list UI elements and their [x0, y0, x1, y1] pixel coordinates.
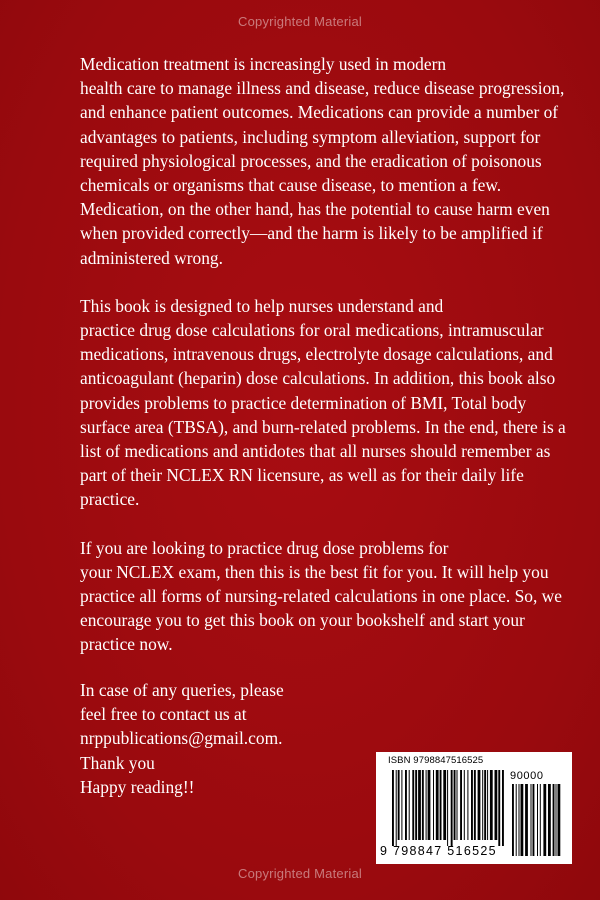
- paragraph-intro: [80, 52, 580, 270]
- barcode-main-bars: [392, 770, 504, 846]
- barcode-bar: [460, 770, 462, 840]
- barcode-bar: [467, 770, 468, 840]
- text-line: chemicals or organisms that cause disease, to mention a few.: [80, 175, 502, 196]
- barcode-bar: [418, 770, 421, 840]
- barcode-bar: [447, 770, 448, 846]
- contact-line: In case of any queries, please: [80, 680, 284, 700]
- isbn-label: ISBN 9798847516525: [388, 755, 484, 766]
- barcode-bar: [428, 770, 431, 840]
- barcode-bar: [471, 770, 473, 840]
- barcode-bar: [422, 770, 424, 840]
- description-text: [80, 52, 580, 681]
- barcode-bar: [454, 770, 456, 840]
- contact-line: feel free to contact us at: [80, 704, 247, 725]
- barcode-addon-bars: [512, 784, 560, 856]
- text-line: practice.: [80, 489, 140, 510]
- barcode-bar: [443, 770, 446, 840]
- barcode-bar: [495, 770, 498, 840]
- paragraph-call-to-action: [80, 536, 580, 657]
- barcode-bar: [398, 770, 400, 840]
- text-line: practice now.: [80, 634, 173, 655]
- barcode-bar: [548, 784, 551, 856]
- text-line: your NCLEX exam, then this is the best fit for you. It will help you: [80, 561, 549, 582]
- text-line: provides problems to practice determination of BMI, Total body: [80, 392, 527, 413]
- barcode-bar: [440, 770, 442, 840]
- barcode-bar: [543, 784, 546, 856]
- barcode-bar: [490, 770, 493, 840]
- barcode-bar: [556, 784, 557, 856]
- barcode-bar: [436, 770, 439, 840]
- barcode-bar: [487, 770, 488, 840]
- barcode-bar: [474, 770, 476, 840]
- text-line: required physiological processes, and the eradication of poisonous: [80, 150, 542, 171]
- contact-line: Thank you: [80, 752, 155, 773]
- contact-line: Happy reading!!: [80, 776, 195, 797]
- barcode-bar: [502, 770, 504, 846]
- barcode-bar: [533, 784, 535, 856]
- barcode-bar: [531, 784, 532, 856]
- barcode-bar: [482, 770, 483, 840]
- barcode-bar: [525, 784, 528, 856]
- text-line: health care to manage illness and disease, reduce disease progression,: [80, 78, 565, 99]
- barcode-bar: [498, 770, 500, 846]
- barcode-bar: [392, 770, 394, 846]
- paragraph-book-purpose: [80, 294, 580, 512]
- barcode-bar: [484, 770, 486, 840]
- watermark-bottom: Copyrighted Material: [238, 866, 362, 881]
- text-line: practice all forms of nursing-related calculations in one place. So, we: [80, 586, 562, 607]
- price-code: 90000: [510, 770, 544, 782]
- barcode-bar: [426, 770, 427, 840]
- watermark-top: Copyrighted Material: [238, 14, 362, 29]
- barcode-bar: [433, 770, 434, 840]
- text-line: anticoagulant (heparin) dose calculations. In addition, this book also: [80, 368, 556, 389]
- barcode-bar: [512, 784, 514, 856]
- contact-email: nrppublications@gmail.com.: [80, 728, 283, 749]
- barcode-bar: [409, 770, 410, 840]
- barcode-bar: [478, 770, 481, 840]
- text-line: and enhance patient outcomes. Medications can provide a number of: [80, 102, 559, 123]
- barcode-bar: [451, 770, 453, 846]
- text-line: Medication treatment is increasingly used in modern: [80, 54, 447, 74]
- barcode-bar: [521, 784, 524, 856]
- barcode-bar: [516, 784, 517, 856]
- text-line: This book is designed to help nurses understand and: [80, 295, 444, 316]
- barcode-bar: [401, 770, 402, 840]
- barcode-bar: [412, 770, 414, 840]
- text-line: encourage you to get this book on your bookshelf and start your: [80, 610, 525, 631]
- barcode-bar: [464, 770, 465, 840]
- text-line: advantages to patients, including symptom alleviation, support for: [80, 126, 541, 147]
- text-line: administered wrong.: [80, 247, 223, 268]
- contact-block: [80, 678, 284, 799]
- barcode-bar: [519, 784, 520, 856]
- barcode-bar: [405, 770, 407, 840]
- text-line: list of medications and antidotes that all nurses should remember as: [80, 441, 551, 462]
- barcode-bar: [457, 770, 458, 840]
- isbn-digits: 9 798847 516525: [380, 844, 497, 858]
- barcode-bar: [540, 784, 541, 856]
- barcode-bar: [396, 770, 397, 846]
- text-line: Medication, on the other hand, has the potential to cause harm even: [80, 199, 550, 220]
- text-line: part of their NCLEX RN licensure, as well as for their daily life: [80, 465, 524, 486]
- barcode-panel: [376, 752, 572, 864]
- barcode-bar: [537, 784, 538, 856]
- text-line: medications, intravenous drugs, electrolyte dosage calculations, and: [80, 344, 553, 365]
- text-line: If you are looking to practice drug dose problems for: [80, 537, 449, 558]
- barcode-bar: [553, 784, 555, 856]
- text-line: surface area (TBSA), and burn-related problems. In the end, there is a: [80, 416, 566, 437]
- text-line: practice drug dose calculations for oral medications, intramuscular: [80, 320, 544, 341]
- text-line: when provided correctly—and the harm is likely to be amplified if: [80, 223, 543, 244]
- barcode-bar: [415, 770, 417, 840]
- barcode-bar: [558, 784, 561, 856]
